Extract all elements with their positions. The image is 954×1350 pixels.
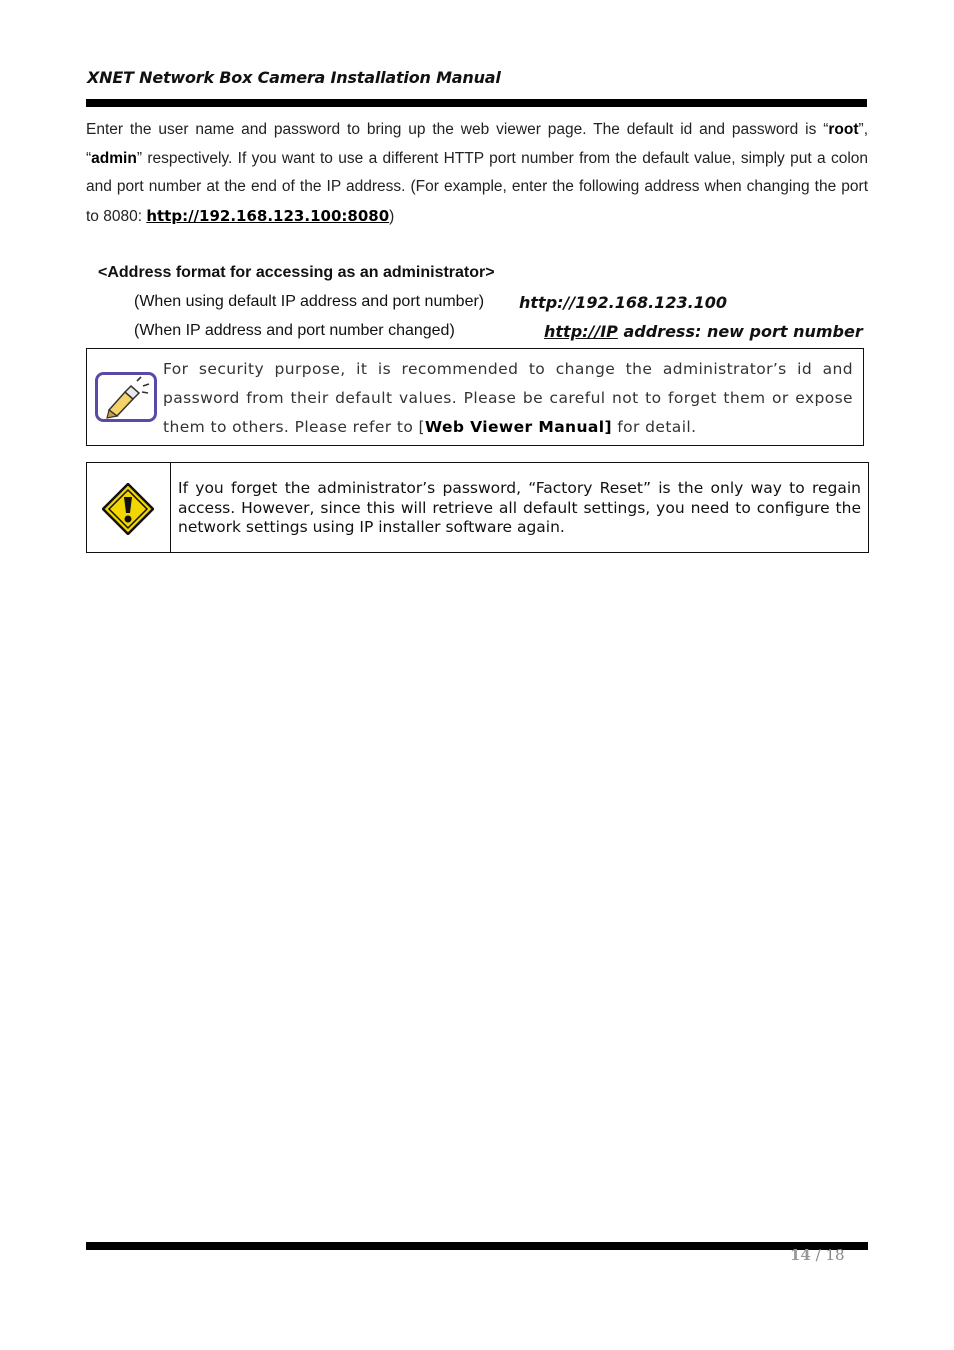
address-row-default-label: (When using default IP address and port number): [134, 293, 485, 310]
current-page: 14: [790, 1246, 811, 1264]
warning-text: If you forget the administrator’s password, “Factory Reset” is the only way to regain access. However, since this will retrieve all default settings, you need to configure the network settings using IP installer software again.: [178, 479, 861, 536]
pencil-note-icon: [95, 372, 157, 422]
intro-text-2: ”, “: [86, 121, 868, 167]
page-separator: /: [810, 1246, 826, 1264]
note-text-1: For security purpose, it is recommended to change the administrator’s id and password from their default values. Please be careful not to forget them or expose them to others. Please refer to [: [163, 360, 853, 436]
page-number: [790, 1246, 845, 1264]
address-row-changed-url: [544, 322, 863, 341]
changed-url-text: address: new port number: [617, 322, 863, 341]
example-url-link[interactable]: http://192.168.123.100:8080: [146, 206, 390, 225]
intro-text-4: ): [389, 207, 395, 225]
changed-url-link[interactable]: http://IP: [544, 322, 618, 341]
intro-text-1: Enter the user name and password to bring up the web viewer page. The default id and password is “: [86, 121, 829, 138]
warning-diamond-icon: [102, 483, 154, 535]
intro-paragraph: [86, 116, 868, 231]
default-id: root: [828, 121, 859, 138]
note-text-2: for detail.: [611, 418, 697, 436]
address-row-changed-label: (When IP address and port number changed): [134, 322, 455, 339]
document-header-title: XNET Network Box Camera Installation Manual: [87, 68, 501, 87]
total-pages: 18: [825, 1246, 845, 1264]
default-password: admin: [91, 149, 137, 167]
security-note-text: [163, 355, 853, 442]
default-url-text: http://192.168.123.100: [519, 293, 728, 312]
security-note-box: [86, 348, 864, 446]
intro-text-3: ” respectively. If you want to use a different HTTP port number from the default value, simply put a colon and port number at the end of the IP address. (For example, enter the following address when changing the port to 8080:: [86, 149, 868, 225]
warning-box: [86, 462, 869, 553]
warning-icon-cell: [87, 463, 171, 552]
address-row-default-url: [519, 293, 727, 312]
footer-rule: [86, 1242, 868, 1250]
header-rule: [86, 99, 867, 107]
address-format-title: <Address format for accessing as an administrator>: [98, 264, 495, 281]
web-viewer-manual-ref: Web Viewer Manual]: [425, 418, 612, 436]
